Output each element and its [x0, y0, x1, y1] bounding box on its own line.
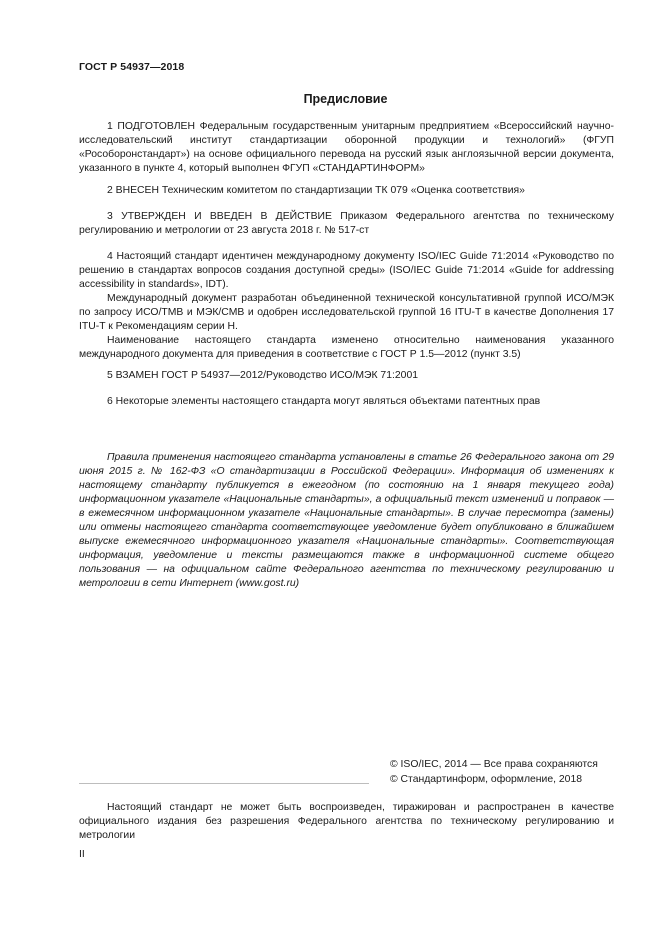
section-3-text: 3 УТВЕРЖДЕН И ВВЕДЕН В ДЕЙСТВИЕ Приказом Федерального агентства по техническому регулированию и метрологии от 23 августа 2018 г. № 517-ст — [79, 211, 614, 236]
section-5 — [79, 369, 614, 383]
separator-line — [79, 783, 369, 784]
section-4 — [79, 250, 614, 362]
section-3 — [79, 210, 614, 238]
rules-notice: Правила применения настоящего стандарта установлены в статье 26 Федерального закона от 29 июня 2015 г. № 162-ФЗ «О стандартизации в Российской Федерации». Информация об изменениях к настоящему стандарту публикуется в ежегодном (по состоянию на 1 января текущего года) информационном указателе «Национальные стандарты», а официальный текст изменений и поправок — в ежемесячном информационном указателе «Национальные стандарты». В случае пересмотра (замены) или отмены настоящего стандарта соответствующее уведомление будет опубликовано в ближайшем выпуске ежемесячного информационного указателя «Национальные стандарты». Соответствующая информация, уведомление и тексты размещаются также в информационной системе общего пользования — на официальном сайте Федерального агентства по техническому регулированию и метрологии в сети Интернет (www.gost.ru) — [79, 452, 614, 589]
document-code: ГОСТ Р 54937—2018 — [79, 61, 185, 73]
section-4-paragraph-1: 4 Настоящий стандарт идентичен международному документу ISO/IEC Guide 71:2014 «Руководство по решению в стандартах вопросов создания доступной среды» (ISO/IEC Guide 71:2014 «Guide for addressing accessibility in standards», IDT). — [79, 251, 614, 290]
section-1-text: 1 ПОДГОТОВЛЕН Федеральным государственным унитарным предприятием «Всероссийский научно-исследовательский институт стандартизации оборонной продукции и технологий» (ФГУП «Рособоронстандарт») на основе официального перевода на русский язык англоязычной версии документа, указанного в пункте 4, который выполнен ФГУП «СТАНДАРТИНФОРМ» — [79, 121, 614, 174]
section-1 — [79, 120, 614, 176]
page-title: Предисловие — [303, 92, 388, 106]
section-6-text: 6 Некоторые элементы настоящего стандарта могут являться объектами патентных прав — [107, 396, 541, 407]
section-5-text: 5 ВЗАМЕН ГОСТ Р 54937—2012/Руководство ИСО/МЭК 71:2001 — [107, 370, 418, 381]
copyright-block — [390, 757, 598, 787]
section-6 — [79, 395, 614, 409]
section-2-text: 2 ВНЕСЕН Техническим комитетом по стандартизации ТК 079 «Оценка соответствия» — [107, 185, 525, 196]
section-2 — [79, 184, 614, 198]
copyright-iso: © ISO/IEC, 2014 — Все права сохраняются — [390, 759, 598, 770]
section-4-paragraph-3: Наименование настоящего стандарта изменено относительно наименования указанного международного документа для приведения в соответствие с ГОСТ Р 1.5—2012 (пункт 3.5) — [79, 335, 614, 360]
copyright-standartinform: © Стандартинформ, оформление, 2018 — [390, 774, 583, 785]
reproduction-notice: Настоящий стандарт не может быть воспроизведен, тиражирован и распространен в качестве официального издания без разрешения Федерального агентства по техническому регулированию и метрологии — [79, 802, 614, 841]
page-number: II — [79, 849, 85, 860]
section-4-paragraph-2: Международный документ разработан объединенной технической консультативной группой ИСО/МЭК по запросу ИСО/ТМВ и МЭК/СМВ и одобрен исследовательской группой 16 ITU-T в качестве Дополнения 17 ITU-T к Рекомендациям серии Н. — [79, 293, 614, 332]
